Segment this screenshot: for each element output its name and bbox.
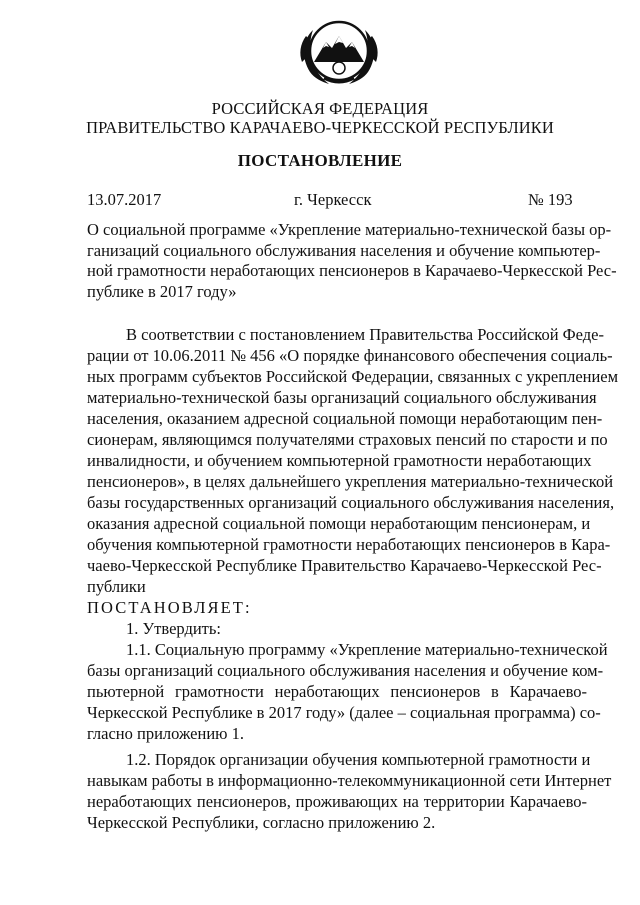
- preamble-line: сионерам, являющимся получателями страховых пенсий по старости и по: [87, 430, 608, 449]
- title-line: ганизаций социального обслуживания населения и обучение компьютер-: [87, 241, 601, 260]
- preamble-line: чаево-Черкесской Республике Правительство Карачаево-Черкесской Рес-: [87, 556, 602, 575]
- preamble-line: пенсионеров», в целях дальнейшего укрепления материально-технической: [87, 472, 614, 491]
- title-line: ной грамотности неработающих пенсионеров в Карачаево-Черкесской Рес-: [87, 261, 617, 280]
- title-line: О социальной программе «Укрепление материально-технической базы ор-: [87, 220, 612, 239]
- header-government: ПРАВИТЕЛЬСТВО КАРАЧАЕВО-ЧЕРКЕССКОЙ РЕСПУБЛИКИ: [86, 118, 554, 137]
- clause-1-2-line: Черкесской Республики, согласно приложению 2.: [87, 813, 436, 832]
- clause-1-2-line: 1.2. Порядок организации обучения компьютерной грамотности и: [126, 750, 591, 769]
- resolution-keyword: ПОСТАНОВЛЯЕТ:: [87, 598, 252, 617]
- clause-1-2-line: неработающих пенсионеров, проживающих на территории Карачаево-: [87, 792, 587, 811]
- clause-1-1-line: гласно приложению 1.: [87, 724, 244, 743]
- preamble-line: базы государственных организаций социального обслуживания населения,: [87, 493, 615, 512]
- preamble-line: инвалидности, и обучением компьютерной грамотности неработающих: [87, 451, 592, 470]
- document-date: 13.07.2017: [87, 190, 162, 209]
- document-number: № 193: [528, 190, 573, 209]
- preamble-line: оказания адресной социальной помощи неработающим пенсионерам, и: [87, 514, 591, 533]
- preamble-line: рации от 10.06.2011 № 456 «О порядке финансового обеспечения социаль-: [87, 346, 613, 365]
- header-country: РОССИЙСКАЯ ФЕДЕРАЦИЯ: [211, 99, 429, 118]
- preamble-line: материально-технической базы организаций социального обслуживания: [87, 388, 597, 407]
- clause-1-1-line: базы организаций социального обслуживания населения и обучение ком-: [87, 661, 604, 680]
- clause-1-1-line: 1.1. Социальную программу «Укрепление материально-технической: [126, 640, 608, 659]
- clause-1-2-line: навыкам работы в информационно-телекоммуникационной сети Интернет: [87, 771, 612, 790]
- clause-1-1-line: пьютерной грамотности неработающих пенсионеров в Карачаево-: [87, 682, 587, 701]
- document-city: г. Черкесск: [294, 190, 372, 209]
- clause-1-1-line: Черкесской Республике в 2017 году» (далее – социальная программа) со-: [87, 703, 601, 722]
- document-type-title: ПОСТАНОВЛЕНИЕ: [237, 151, 403, 170]
- preamble-line: населения, оказанием адресной социальной помощи неработающим пен-: [87, 409, 603, 428]
- preamble-line: ных программ субъектов Российской Федерации, связанных с укреплением: [87, 367, 619, 386]
- clause-1-heading: 1. Утвердить:: [126, 619, 221, 638]
- title-line: публике в 2017 году»: [87, 282, 237, 301]
- coat-of-arms-emblem: [296, 18, 382, 88]
- preamble-line: В соответствии с постановлением Правительства Российской Феде-: [126, 325, 605, 344]
- preamble-line: публики: [87, 577, 146, 596]
- preamble-line: обучения компьютерной грамотности неработающих пенсионеров в Кара-: [87, 535, 611, 554]
